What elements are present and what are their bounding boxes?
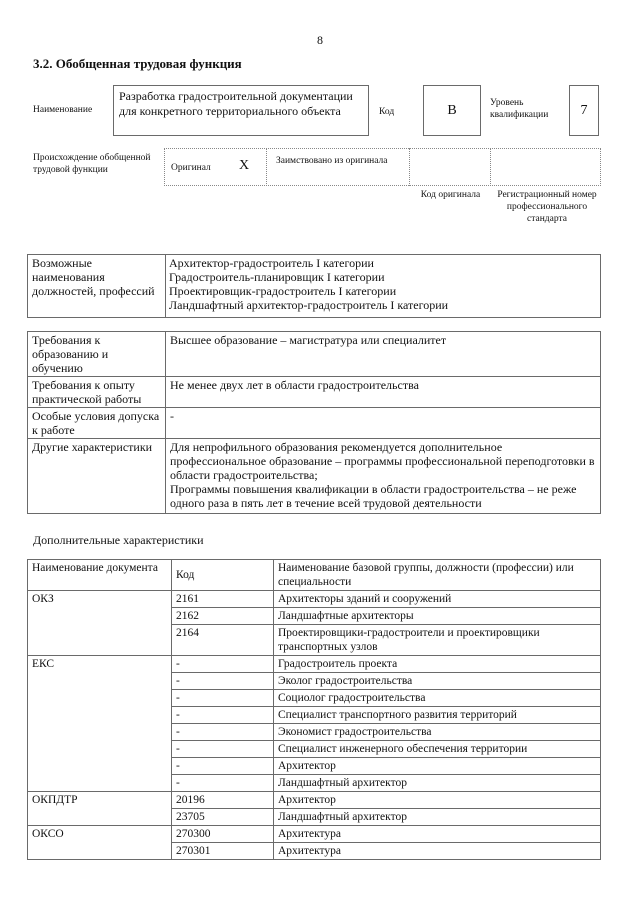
other-value-line-2: Программы повышения квалификации в области градостроительства – не реже одного раза в пять лет в течение всей трудовой деятельности [170,482,577,510]
row-code: - [172,758,274,775]
additional-table [27,559,601,860]
other-label: Другие характеристики [28,439,166,514]
row-name: Проектировщики-градостроители и проектировщики транспортных узлов [274,625,601,656]
borrowed-label: Заимствовано из оригинала [276,156,388,166]
row-code: - [172,724,274,741]
origin-box [164,148,601,186]
education-value: Высшее образование – магистратура или специалитет [166,332,601,377]
positions-table [27,254,601,318]
origin-divider-2 [409,148,411,186]
row-code: - [172,673,274,690]
doc-okso: ОКСО [28,826,172,860]
experience-label: Требования к опыту практической работы [28,377,166,408]
row-name: Ландшафтные архитекторы [274,608,601,625]
section-title: 3.2. Обобщенная трудовая функция [33,56,242,71]
position-item: Ландшафтный архитектор-градостроитель I категории [169,298,449,312]
page-number: 8 [317,33,323,47]
row-name: Архитектура [274,826,601,843]
row-name: Специалист транспортного развития территорий [274,707,601,724]
row-name: Ландшафтный архитектор [274,809,601,826]
row-name: Социолог градостроительства [274,690,601,707]
positions-label: Возможные наименования должностей, профессий [28,255,166,318]
row-code: 2162 [172,608,274,625]
doc-okpdtr: ОКПДТР [28,792,172,826]
experience-value: Не менее двух лет в области градостроительства [166,377,601,408]
row-name: Эколог градостроительства [274,673,601,690]
row-code: - [172,775,274,792]
row-name: Специалист инженерного обеспечения территории [274,741,601,758]
origin-label: Происхождение обобщенной трудовой функции [33,153,151,175]
row-code: 2164 [172,625,274,656]
reg-number-caption: Регистрационный номер профессионального стандарта [497,190,597,224]
origin-divider-3 [490,148,492,186]
name-label: Наименование [33,105,93,115]
row-code: 20196 [172,792,274,809]
row-name: Архитекторы зданий и сооружений [274,591,601,608]
original-mark: X [239,158,250,173]
position-item: Проектировщик-градостроитель I категории [169,284,397,298]
level-label: Уровень квалификации [490,98,549,120]
header-name: Наименование базовой группы, должности (профессии) или специальности [274,560,601,591]
row-code: - [172,741,274,758]
row-code: 2161 [172,591,274,608]
level-value: 7 [580,102,588,118]
code-value: B [447,102,457,118]
special-conditions-value: - [166,408,601,439]
special-conditions-label: Особые условия допуска к работе [28,408,166,439]
education-label: Требования к образованию и обучению [28,332,166,377]
header-code: Код [172,560,274,591]
row-name: Градостроитель проекта [274,656,601,673]
row-name: Экономист градостроительства [274,724,601,741]
requirements-table [27,331,601,514]
code-label: Код [379,107,395,117]
other-value [166,439,601,514]
row-code: - [172,707,274,724]
row-code: 270300 [172,826,274,843]
original-label: Оригинал [171,163,211,173]
row-name: Архитектор [274,792,601,809]
additional-title: Дополнительные характеристики [33,533,204,547]
origin-divider-1 [266,148,268,186]
row-name: Ландшафтный архитектор [274,775,601,792]
code-box [423,85,481,136]
positions-list [166,255,601,318]
row-name: Архитектор [274,758,601,775]
function-name-box [113,85,369,136]
doc-okz: ОКЗ [28,591,172,656]
other-value-line-1: Для непрофильного образования рекомендуется дополнительное профессиональное образование – программы профессиональной переподготовки в области градостроительства; [170,440,595,482]
row-code: - [172,656,274,673]
position-item: Градостроитель-планировщик I категории [169,270,385,284]
row-code: 23705 [172,809,274,826]
function-name-value: Разработка градостроительной документации для конкретного территориального объекта [119,89,353,118]
row-name: Архитектура [274,843,601,860]
level-box [569,85,599,136]
header-document: Наименование документа [28,560,172,591]
row-code: 270301 [172,843,274,860]
row-code: - [172,690,274,707]
position-item: Архитектор-градостроитель I категории [169,256,374,270]
doc-eks: ЕКС [28,656,172,792]
code-original-caption: Код оригинала [420,190,481,200]
